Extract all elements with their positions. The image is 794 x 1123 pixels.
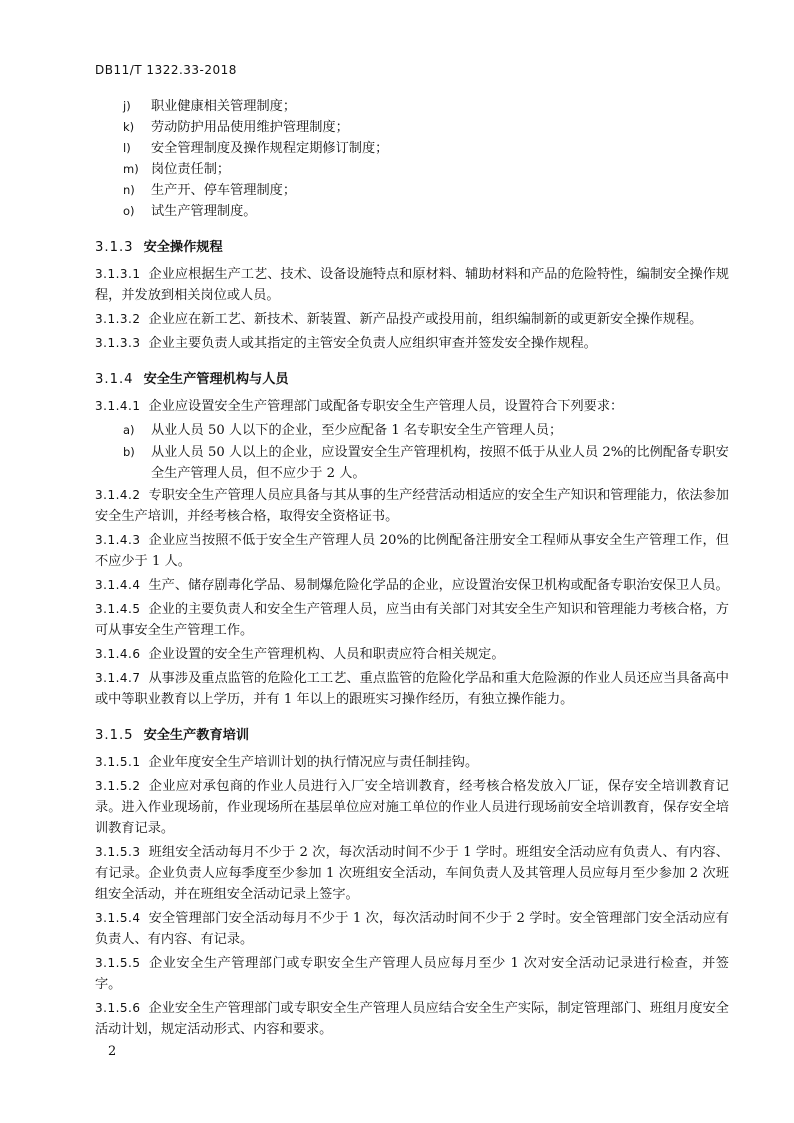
clause-number: 3.1.4.4: [95, 578, 141, 592]
clause-number: 3.1.5.5: [95, 956, 141, 970]
clause-text: 从事涉及重点监管的危险化工工艺、重点监管的危险化学品和重大危险源的作业人员还应当具备高中或中等职业教育以上学历，并有 1 年以上的跟班实习操作经历，有独立操作能力。: [95, 671, 729, 707]
list-marker: b): [123, 445, 135, 459]
list-item-text: 安全管理制度及操作规程定期修订制度；: [151, 141, 389, 156]
list-item-text: 试生产管理制度。: [151, 204, 257, 219]
clause-3-1-5-3: [95, 842, 729, 905]
clause-3-1-5-5: [95, 953, 729, 995]
clause-number: 3.1.4.2: [95, 488, 141, 502]
clause-number: 3.1.4.5: [95, 602, 141, 616]
clause-3-1-4-3: [95, 530, 729, 572]
clause-text: 企业应当按照不低于安全生产管理人员 20%的比例配备注册安全工程师从事安全生产管理工作，但不应少于 1 人。: [95, 533, 729, 569]
clause-3-1-4-5: [95, 599, 729, 641]
list-marker: k): [123, 120, 135, 134]
clause-number: 3.1.5.1: [95, 755, 141, 769]
list-item-k: [95, 117, 729, 138]
document-header-id: DB11/T 1322.33-2018: [95, 63, 237, 77]
clause-text: 企业年度安全生产培训计划的执行情况应与责任制挂钩。: [148, 755, 479, 770]
clause-text: 企业应对承包商的作业人员进行入厂安全培训教育，经考核合格发放入厂证，保存安全培训教育记录。进入作业现场前，作业现场所在基层单位应对施工单位的作业人员进行现场前安全培训教育，保存安全培训教育记录。: [95, 779, 729, 836]
list-item-o: [95, 201, 729, 222]
list-marker: m): [123, 162, 139, 176]
section-heading-3-1-5: [95, 720, 729, 752]
list-marker: n): [123, 183, 135, 197]
clause-3-1-5-2: [95, 776, 729, 839]
page-number: 2: [108, 1044, 117, 1059]
clause-text: 企业设置的安全生产管理机构、人员和职责应符合相关规定。: [148, 647, 505, 662]
list-item-text: 职业健康相关管理制度；: [151, 99, 297, 114]
sub-item-text: 从业人员 50 人以下的企业，至少应配备 1 名专职安全生产管理人员；: [151, 423, 563, 438]
clause-number: 3.1.5.6: [95, 1001, 141, 1015]
section-number: 3.1.4: [95, 372, 134, 387]
page-content: [95, 96, 729, 1043]
section-heading-3-1-4: [95, 364, 729, 396]
clause-text: 安全管理部门安全活动每月不少于 1 次，每次活动时间不少于 2 学时。安全管理部门安全活动应有负责人、有内容、有记录。: [95, 911, 729, 947]
sub-item-a: [95, 420, 729, 441]
clause-3-1-5-4: [95, 908, 729, 950]
list-item-l: [95, 138, 729, 159]
clause-text: 专职安全生产管理人员应具备与其从事的生产经营活动相适应的安全生产知识和管理能力，依法参加安全生产培训，并经考核合格，取得安全资格证书。: [95, 488, 729, 524]
sub-item-b: [95, 442, 729, 484]
section-title: 安全生产教育培训: [143, 728, 250, 743]
section-number: 3.1.5: [95, 728, 134, 743]
clause-number: 3.1.5.4: [95, 911, 141, 925]
clause-3-1-4-2: [95, 485, 729, 527]
clause-text: 企业主要负责人或其指定的主管安全负责人应组织审查并签发安全操作规程。: [148, 336, 597, 351]
clause-number: 3.1.3.2: [95, 312, 141, 326]
clause-3-1-3-3: [95, 333, 729, 354]
clause-3-1-4-1: [95, 396, 729, 417]
clause-3-1-3-1: [95, 264, 729, 306]
clause-text: 班组安全活动每月不少于 2 次，每次活动时间不少于 1 学时。班组安全活动应有负责人、有内容、有记录。企业负责人应每季度至少参加 1 次班组安全活动，车间负责人及其管理人员应每月至少参加 2 次班组安全活动，并在班组安全活动记录上签字。: [95, 845, 729, 902]
list-marker: a): [123, 423, 135, 437]
clause-text: 企业安全生产管理部门或专职安全生产管理人员应每月至少 1 次对安全活动记录进行检查，并签字。: [95, 956, 729, 992]
clause-number: 3.1.5.3: [95, 845, 141, 859]
clause-3-1-5-6: [95, 998, 729, 1040]
list-item-text: 生产开、停车管理制度；: [151, 183, 297, 198]
clause-3-1-3-2: [95, 309, 729, 330]
clause-number: 3.1.3.1: [95, 267, 141, 281]
list-item-j: [95, 96, 729, 117]
clause-text: 生产、储存剧毒化学品、易制爆危险化学品的企业，应设置治安保卫机构或配备专职治安保卫人员。: [148, 578, 729, 593]
section-title: 安全操作规程: [143, 240, 223, 255]
list-marker: o): [123, 204, 135, 218]
clause-3-1-5-1: [95, 752, 729, 773]
section-title: 安全生产管理机构与人员: [143, 372, 289, 387]
section-number: 3.1.3: [95, 240, 134, 255]
clause-text: 企业应在新工艺、新技术、新装置、新产品投产或投用前，组织编制新的或更新安全操作规程。: [148, 312, 703, 327]
section-heading-3-1-3: [95, 232, 729, 264]
sub-item-text: 从业人员 50 人以上的企业，应设置安全生产管理机构，按照不低于从业人员 2%的比例配备专职安全生产管理人员，但不应少于 2 人。: [151, 445, 729, 481]
clause-number: 3.1.4.6: [95, 647, 141, 661]
list-item-n: [95, 180, 729, 201]
list-marker: l): [123, 141, 131, 155]
clause-3-1-4-7: [95, 668, 729, 710]
list-item-text: 劳动防护用品使用维护管理制度；: [151, 120, 349, 135]
list-marker: j): [123, 99, 131, 113]
list-item-text: 岗位责任制；: [151, 162, 231, 177]
clause-text: 企业安全生产管理部门或专职安全生产管理人员应结合安全生产实际，制定管理部门、班组月度安全活动计划，规定活动形式、内容和要求。: [95, 1001, 729, 1037]
clause-3-1-4-6: [95, 644, 729, 665]
list-item-m: [95, 159, 729, 180]
clause-3-1-4-4: [95, 575, 729, 596]
clause-number: 3.1.4.7: [95, 671, 141, 685]
clause-text: 企业的主要负责人和安全生产管理人员，应当由有关部门对其安全生产知识和管理能力考核合格，方可从事安全生产管理工作。: [95, 602, 729, 638]
clause-number: 3.1.3.3: [95, 336, 141, 350]
clause-number: 3.1.4.1: [95, 399, 141, 413]
clause-number: 3.1.5.2: [95, 779, 141, 793]
clause-text: 企业应设置安全生产管理部门或配备专职安全生产管理人员，设置符合下列要求：: [148, 399, 624, 414]
clause-text: 企业应根据生产工艺、技术、设备设施特点和原材料、辅助材料和产品的危险特性，编制安全操作规程，并发放到相关岗位或人员。: [95, 267, 729, 303]
clause-number: 3.1.4.3: [95, 533, 141, 547]
